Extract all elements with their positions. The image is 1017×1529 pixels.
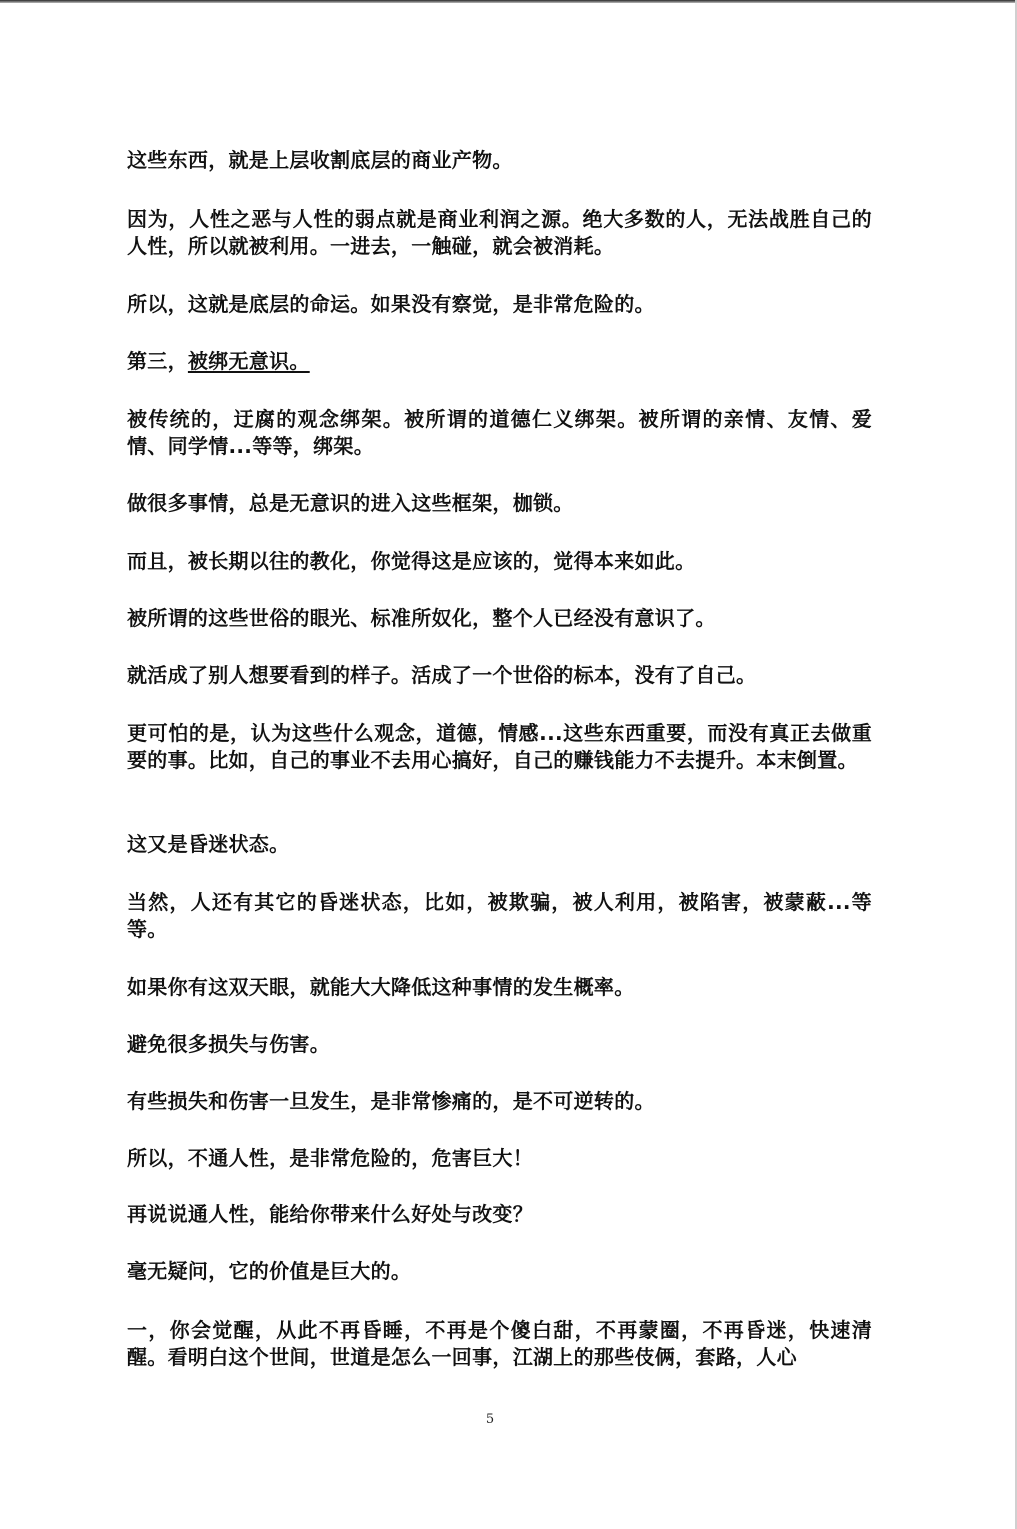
- paragraph-7: 而且，被长期以往的教化，你觉得这是应该的，觉得本来如此。: [127, 549, 696, 573]
- paragraph-1: 这些东西，就是上层收割底层的商业产物。: [127, 148, 513, 172]
- paragraph-10: 更可怕的是，认为这些什么观念，道德，情感...这些东西重要，而没有真正去做重要的事。比如，自己的事业不去用心搞好，自己的赚钱能力不去提升。本末倒置。: [127, 721, 872, 772]
- section-heading-underlined: 被绑无意识。: [187, 349, 310, 373]
- paragraph-14: 避免很多损失与伤害。: [127, 1032, 330, 1056]
- paragraph-9: 就活成了别人想要看到的样子。活成了一个世俗的标本，没有了自己。: [127, 663, 757, 687]
- paragraph-13: 如果你有这双天眼，就能大大降低这种事情的发生概率。: [127, 975, 635, 999]
- paragraph-15: 有些损失和伤害一旦发生，是非常惨痛的，是不可逆转的。: [127, 1089, 655, 1113]
- section-heading-third: [127, 348, 872, 375]
- paragraph-5: 被传统的，迂腐的观念绑架。被所谓的道德仁义绑架。被所谓的亲情、友情、爱情、同学情...等等，绑架。: [127, 407, 872, 458]
- paragraph-19: 一，你会觉醒，从此不再昏睡，不再是个傻白甜，不再蒙圈，不再昏迷，快速清醒。看明白这个世间，世道是怎么一回事，江湖上的那些伎俩，套路，人心: [127, 1318, 872, 1369]
- section-heading-prefix: 第三，: [127, 349, 188, 373]
- paragraph-12: 当然，人还有其它的昏迷状态，比如，被欺骗，被人利用，被陷害，被蒙蔽...等等。: [127, 890, 872, 941]
- paragraph-17: 再说说通人性，能给你带来什么好处与改变？: [127, 1202, 533, 1226]
- paragraph-2: 因为，人性之恶与人性的弱点就是商业利润之源。绝大多数的人，无法战胜自己的人性，所以就被利用。一进去，一触碰，就会被消耗。: [127, 207, 872, 258]
- paragraph-16: 所以，不通人性，是非常危险的，危害巨大！: [127, 1146, 533, 1170]
- paragraph-11: 这又是昏迷状态。: [127, 832, 290, 856]
- paragraph-6: 做很多事情，总是无意识的进入这些框架，枷锁。: [127, 491, 574, 515]
- page-number: 5: [485, 1412, 495, 1427]
- paragraph-18: 毫无疑问，它的价值是巨大的。: [127, 1259, 412, 1283]
- paragraph-3: 所以，这就是底层的命运。如果没有察觉，是非常危险的。: [127, 292, 655, 316]
- paragraph-8: 被所谓的这些世俗的眼光、标准所奴化，整个人已经没有意识了。: [127, 606, 716, 630]
- scan-edge-top: [0, 0, 1017, 3]
